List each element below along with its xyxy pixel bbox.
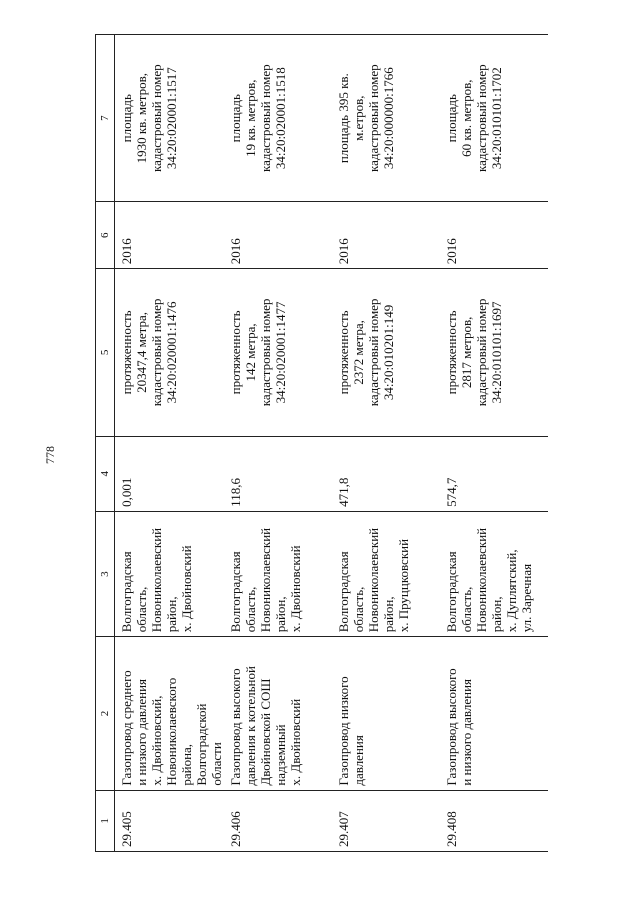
object-name-line: области: [209, 742, 224, 786]
object-description-line: кадастровый номер: [149, 298, 164, 407]
object-description-line: кадастровый номер: [258, 298, 273, 407]
object-description-line: протяженность: [336, 310, 351, 395]
object-description: [440, 269, 548, 436]
object-name-line: давления к котельной: [243, 666, 258, 786]
object-name-line: района,: [179, 743, 194, 786]
object-description-line: 20347,4 метра,: [134, 311, 149, 393]
object-address-line: Волгоградская: [336, 551, 351, 633]
row-number: 29.405: [115, 790, 225, 851]
object-note: [224, 35, 332, 202]
object-address-line: Новониколаевский: [366, 527, 381, 633]
col-header-4: 4: [96, 436, 115, 511]
col-header-3: 3: [96, 511, 115, 636]
row-number: 29.406: [224, 790, 332, 851]
object-note-line: кадастровый номер: [474, 64, 489, 173]
object-address-line: Волгоградская: [228, 551, 243, 633]
col-header-7: 7: [96, 35, 115, 202]
object-note-line: 34:20:010101:1702: [489, 67, 504, 170]
object-name: [332, 637, 440, 790]
object-name: [115, 637, 225, 790]
col-header-6: 6: [96, 202, 115, 269]
object-name-line: давления: [351, 735, 366, 786]
object-name-line: Газопровод низкого: [336, 676, 351, 786]
object-description-line: протяженность: [228, 310, 243, 395]
object-note-line: кадастровый номер: [149, 64, 164, 173]
object-year: 2016: [440, 202, 548, 269]
object-name-line: Газопровод среднего: [119, 670, 134, 786]
object-name-line: х. Двойновский: [288, 698, 303, 786]
table-row: [115, 35, 225, 852]
object-note-line: 34:20:020001:1517: [164, 67, 179, 170]
object-note: [440, 35, 548, 202]
object-description-line: 2372 метра,: [351, 320, 366, 385]
object-address-line: х. Пруццковский: [396, 538, 411, 633]
object-address-line: Новониколаевский: [474, 527, 489, 633]
object-note: [115, 35, 225, 202]
object-year: 2016: [332, 202, 440, 269]
object-address-line: область,: [134, 586, 149, 633]
row-number: 29.407: [332, 790, 440, 851]
object-description-line: протяженность: [444, 310, 459, 395]
col-header-1: 1: [96, 790, 115, 851]
object-address-line: район,: [273, 596, 288, 633]
object-name-line: х. Двойновский,: [149, 695, 164, 786]
object-name-line: Газопровод высокого: [228, 668, 243, 786]
object-name-line: и низкого давления: [134, 678, 149, 786]
object-year: 2016: [224, 202, 332, 269]
object-address: [224, 511, 332, 636]
object-description-line: 142 метра,: [243, 323, 258, 382]
object-name: [440, 637, 548, 790]
object-description-line: кадастровый номер: [366, 298, 381, 407]
object-address-line: Новониколаевский: [149, 527, 164, 633]
object-description-line: кадастровый номер: [474, 298, 489, 407]
object-name-line: Газопровод высокого: [444, 668, 459, 786]
object-note: [332, 35, 440, 202]
object-name-line: надземный: [273, 724, 288, 786]
object-address-line: х. Двойновский: [179, 545, 194, 633]
object-note-line: 19 кв. метров,: [243, 79, 258, 157]
registry-table-sheet: [95, 34, 545, 852]
object-note-line: м.етров,: [351, 95, 366, 141]
object-note-line: площадь: [228, 94, 243, 143]
row-number: 29.408: [440, 790, 548, 851]
object-note-line: кадастровый номер: [258, 64, 273, 173]
object-year: 2016: [115, 202, 225, 269]
object-note-line: 60 кв. метров,: [459, 79, 474, 157]
object-note-line: площадь: [444, 94, 459, 143]
object-address-line: ул. Заречная: [519, 563, 534, 633]
object-note-line: 1930 кв. метров,: [134, 72, 149, 164]
col-header-2: 2: [96, 637, 115, 790]
col-header-5: 5: [96, 269, 115, 436]
object-address-line: Новониколаевский: [258, 527, 273, 633]
object-address-line: район,: [489, 596, 504, 633]
object-name-line: Новониколаевского: [164, 677, 179, 786]
object-address-line: Волгоградская: [119, 551, 134, 633]
object-value: 471,8: [332, 436, 440, 511]
object-address-line: Волгоградская: [444, 551, 459, 633]
object-description-line: протяженность: [119, 310, 134, 395]
object-value: 574,7: [440, 436, 548, 511]
object-description-line: 34:20:010201:149: [381, 304, 396, 401]
object-description-line: 34:20:020001:1477: [273, 301, 288, 404]
object-name-line: и низкого давления: [459, 678, 474, 786]
object-address-line: район,: [164, 596, 179, 633]
object-description: [224, 269, 332, 436]
header-row: [96, 35, 115, 852]
table-row: [440, 35, 548, 852]
object-name-line: Волгоградской: [194, 703, 209, 786]
object-note-line: 34:20:020001:1518: [273, 67, 288, 170]
object-description: [332, 269, 440, 436]
object-address: [115, 511, 225, 636]
object-note-line: 34:20:000000:1766: [381, 67, 396, 170]
registry-table: [95, 34, 548, 852]
object-name-line: Двойновской СОШ: [258, 678, 273, 786]
table-row: [332, 35, 440, 852]
object-description-line: 34:20:010101:1697: [489, 301, 504, 404]
object-description-line: 2817 метров,: [459, 316, 474, 389]
object-description-line: 34:20:020001:1476: [164, 301, 179, 404]
object-value: 118,6: [224, 436, 332, 511]
object-note-line: кадастровый номер: [366, 64, 381, 173]
object-description: [115, 269, 225, 436]
page-number: 778: [43, 446, 57, 464]
object-name: [224, 637, 332, 790]
object-address-line: х. Двойновский: [288, 545, 303, 633]
object-value: 0,001: [115, 436, 225, 511]
object-address-line: область,: [459, 586, 474, 633]
object-address-line: район,: [381, 596, 396, 633]
object-address-line: область,: [243, 586, 258, 633]
object-address-line: область,: [351, 586, 366, 633]
object-address: [332, 511, 440, 636]
object-address: [440, 511, 548, 636]
object-note-line: площадь 395 кв.: [336, 73, 351, 164]
table-row: [224, 35, 332, 852]
object-note-line: площадь: [119, 94, 134, 143]
object-address-line: х. Дуплятский,: [504, 549, 519, 633]
